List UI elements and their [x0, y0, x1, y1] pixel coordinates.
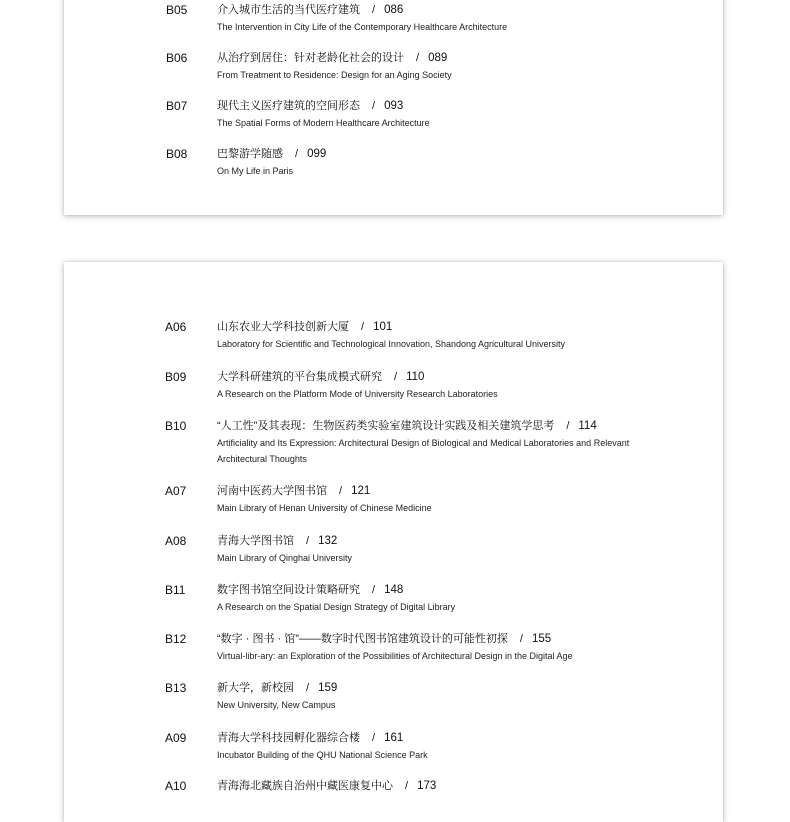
entry-title-zh: “数字 · 图书 · 馆”——数字时代图书馆建筑设计的可能性初探 / 155 [217, 633, 552, 645]
entry-title-en: Artificiality and Its Expression: Architectural Design of Biological and Medical Laboratories and Relevant Architectural Thoughts [217, 438, 630, 464]
entry-code: A08 [165, 534, 187, 548]
entry-page-number: 132 [318, 535, 338, 547]
entry-code: B13 [165, 681, 187, 695]
entry-title-en: The Intervention in City Life of the Contemporary Healthcare Architecture [217, 22, 508, 32]
entry-title-en: New University, New Campus [217, 700, 336, 710]
entry-code: B08 [166, 147, 188, 161]
entry-title-zh: 山东农业大学科技创新大厦 / 101 [217, 321, 393, 333]
separator: / [566, 420, 570, 432]
entry-title-en: Main Library of Qinghai University [217, 553, 353, 563]
entry-page-number: 121 [351, 485, 371, 497]
entry-page-number: 173 [417, 780, 437, 792]
entry-title-zh: 巴黎游学随感 / 099 [217, 148, 327, 160]
entry-title-en: Virtual-libr-ary: an Exploration of the Possibilities of Architectural Design in the Digital Age [217, 651, 573, 661]
entry-title-zh: 大学科研建筑的平台集成模式研究 / 110 [217, 371, 425, 383]
entry-page-number: 093 [384, 100, 404, 112]
separator: / [372, 584, 376, 596]
separator: / [416, 52, 420, 64]
entry-title-en: A Research on the Spatial Design Strategy of Digital Library [217, 602, 456, 612]
entry-title-en: On My Life in Paris [217, 166, 294, 176]
entry-code: B10 [165, 419, 187, 433]
entry-title-zh: 数字图书馆空间设计策略研究 / 148 [217, 584, 404, 596]
entry-code: B07 [166, 99, 188, 113]
toc-page-bottom [64, 262, 723, 822]
entry-title-zh: 青海大学科技园孵化器综合楼 / 161 [217, 732, 404, 744]
entry-title-zh: 青海大学图书馆 / 132 [217, 535, 338, 547]
entry-page-number: 101 [373, 321, 393, 333]
entry-title-en: Incubator Building of the QHU National Science Park [217, 750, 428, 760]
entry-page-number: 089 [428, 52, 448, 64]
separator: / [405, 780, 409, 792]
entry-code: A10 [165, 779, 187, 793]
separator: / [339, 485, 343, 497]
entry-title-zh: 河南中医药大学图书馆 / 121 [217, 485, 371, 497]
entry-title-zh: 新大学，新校园 / 159 [217, 682, 338, 694]
separator: / [394, 371, 398, 383]
entry-page-number: 148 [384, 584, 404, 596]
entry-page-number: 110 [406, 371, 425, 383]
entry-code: B12 [165, 632, 187, 646]
separator: / [372, 4, 376, 16]
separator: / [519, 633, 523, 645]
entry-code: A06 [165, 320, 187, 334]
entry-code: B11 [165, 583, 186, 597]
entry-title-en: Main Library of Henan University of Chinese Medicine [217, 503, 432, 513]
entry-page-number: 159 [318, 682, 338, 694]
entry-title-zh: 青海海北藏族自治州中藏医康复中心 / 173 [217, 780, 437, 792]
entry-page-number: 161 [384, 732, 404, 744]
entry-page-number: 099 [307, 148, 327, 160]
entry-page-number: 114 [578, 420, 597, 432]
entry-title-en: A Research on the Platform Mode of University Research Laboratories [217, 389, 498, 399]
entry-page-number: 086 [384, 4, 404, 16]
entry-title-en: Laboratory for Scientific and Technological Innovation, Shandong Agricultural University [217, 339, 566, 349]
separator: / [372, 100, 376, 112]
entry-code: B09 [165, 370, 187, 384]
separator: / [372, 732, 376, 744]
entry-title-zh: 介入城市生活的当代医疗建筑 / 086 [217, 4, 404, 16]
entry-title-zh: 现代主义医疗建筑的空间形态 / 093 [217, 100, 404, 112]
separator: / [295, 148, 299, 160]
entry-title-en: The Spatial Forms of Modern Healthcare Architecture [217, 118, 430, 128]
entry-code: A09 [165, 731, 187, 745]
separator: / [306, 682, 310, 694]
entry-title-zh: “人工性”及其表现：生物医药类实验室建筑设计实践及相关建筑学思考 / 114 [217, 420, 597, 432]
entry-code: B06 [166, 51, 188, 65]
entry-title-en: From Treatment to Residence: Design for an Aging Society [217, 70, 452, 80]
toc-page-top [64, 0, 723, 215]
entry-page-number: 155 [531, 633, 552, 645]
separator: / [361, 321, 365, 333]
entry-title-zh: 从治疗到居住：针对老龄化社会的设计 / 089 [217, 52, 448, 64]
entry-code: B05 [166, 3, 188, 17]
separator: / [306, 535, 310, 547]
entry-code: A07 [165, 484, 187, 498]
